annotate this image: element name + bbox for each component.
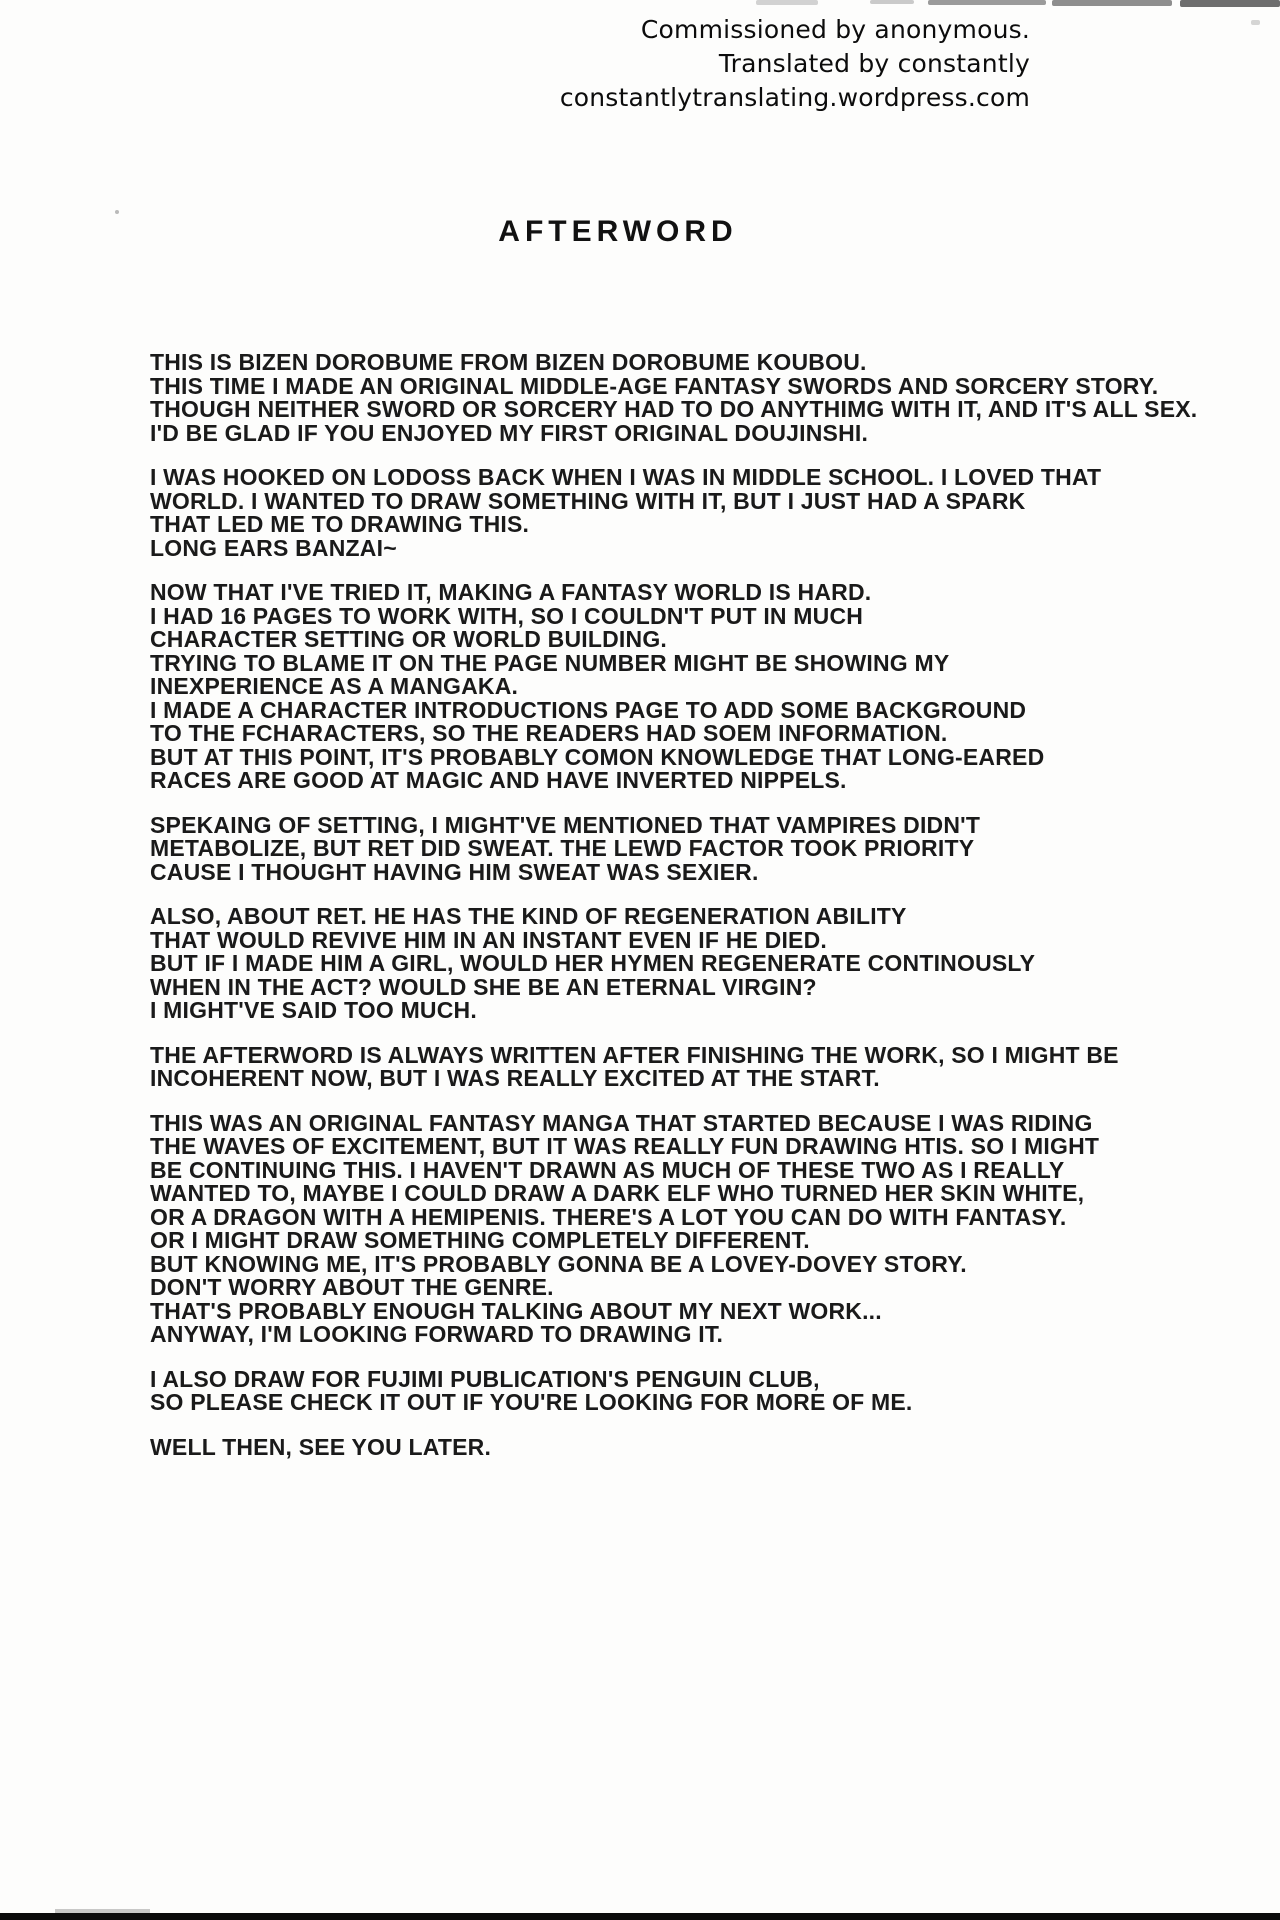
text-line: THIS WAS AN ORIGINAL FANTASY MANGA THAT STARTED BECAUSE I WAS RIDING	[150, 1109, 1093, 1136]
scan-artifact-top-edge	[1180, 0, 1280, 7]
text-line: I'D BE GLAD IF YOU ENJOYED MY FIRST ORIGINAL DOUJINSHI.	[150, 419, 869, 446]
text-line: SO PLEASE CHECK IT OUT IF YOU'RE LOOKING FOR MORE OF ME.	[150, 1389, 913, 1415]
text-line: WELL THEN, SEE YOU LATER.	[150, 1433, 492, 1460]
afterword-paragraph	[150, 351, 1250, 445]
text-line: WANTED TO, MAYBE I COULD DRAW A DARK ELF WHO TURNED HER SKIN WHITE,	[150, 1180, 1085, 1206]
text-line: LONG EARS BANZAI~	[150, 534, 397, 561]
text-line: BE CONTINUING THIS. I HAVEN'T DRAWN AS MUCH OF THESE TWO AS I REALLY	[150, 1156, 1065, 1183]
text-line: BUT KNOWING ME, IT'S PROBABLY GONNA BE A LOVEY-DOVEY STORY.	[150, 1250, 967, 1277]
afterword-paragraph	[150, 1109, 1250, 1347]
text-line: CHARACTER SETTING OR WORLD BUILDING.	[150, 626, 668, 652]
text-line: ANYWAY, I'M LOOKING FORWARD TO DRAWING IT.	[150, 1321, 724, 1347]
afterword-paragraph	[150, 811, 1250, 885]
text-line: I ALSO DRAW FOR FUJIMI PUBLICATION'S PENGUIN CLUB,	[150, 1365, 820, 1392]
scan-artifact-bottom-edge	[0, 1913, 1280, 1920]
text-line: RACES ARE GOOD AT MAGIC AND HAVE INVERTED NIPPELS.	[150, 767, 847, 793]
text-line: Translated by constantly	[718, 49, 1030, 78]
text-line: THE AFTERWORD IS ALWAYS WRITTEN AFTER FINISHING THE WORK, SO I MIGHT BE	[150, 1041, 1119, 1068]
text-line: THAT LED ME TO DRAWING THIS.	[150, 511, 530, 537]
text-line: INCOHERENT NOW, BUT I WAS REALLY EXCITED AT THE START.	[150, 1065, 880, 1091]
text-line: OR A DRAGON WITH A HEMIPENIS. THERE'S A LOT YOU CAN DO WITH FANTASY.	[150, 1203, 1067, 1230]
scan-artifact-top-edge	[928, 0, 1046, 5]
text-line: METABOLIZE, BUT RET DID SWEAT. THE LEWD FACTOR TOOK PRIORITY	[150, 835, 975, 861]
scan-artifact-top-edge	[870, 0, 914, 4]
text-line: THIS TIME I MADE AN ORIGINAL MIDDLE-AGE FANTASY SWORDS AND SORCERY STORY.	[150, 372, 1159, 399]
text-line: THAT'S PROBABLY ENOUGH TALKING ABOUT MY NEXT WORK...	[150, 1297, 882, 1324]
text-line: CAUSE I THOUGHT HAVING HIM SWEAT WAS SEXIER.	[150, 858, 759, 885]
afterword-paragraph	[150, 1041, 1250, 1091]
text-line: I WAS HOOKED ON LODOSS BACK WHEN I WAS IN MIDDLE SCHOOL. I LOVED THAT	[150, 464, 1102, 490]
afterword-paragraph	[150, 905, 1250, 1023]
text-line: I HAD 16 PAGES TO WORK WITH, SO I COULDN'T PUT IN MUCH	[150, 602, 864, 629]
translator-credits	[560, 13, 1030, 115]
scan-speck	[1251, 20, 1260, 25]
text-line: THIS IS BIZEN DOROBUME FROM BIZEN DOROBUME KOUBOU.	[150, 349, 867, 375]
text-line: DON'T WORRY ABOUT THE GENRE.	[150, 1274, 554, 1300]
page-title: AFTERWORD	[498, 215, 738, 248]
text-line: TRYING TO BLAME IT ON THE PAGE NUMBER MIGHT BE SHOWING MY	[150, 649, 950, 676]
afterword-paragraph	[150, 1433, 1250, 1460]
scan-speck	[115, 210, 119, 214]
text-line: INEXPERIENCE AS A MANGAKA.	[150, 673, 519, 699]
scan-artifact-top-edge	[1052, 0, 1172, 6]
scan-artifact-top-edge	[756, 0, 818, 5]
text-line: I MIGHT'VE SAID TOO MUCH.	[150, 997, 477, 1023]
text-line: BUT IF I MADE HIM A GIRL, WOULD HER HYMEN REGENERATE CONTINOUSLY	[150, 950, 1036, 976]
text-line: NOW THAT I'VE TRIED IT, MAKING A FANTASY WORLD IS HARD.	[150, 579, 872, 605]
text-line: TO THE FCHARACTERS, SO THE READERS HAD SOEM INFORMATION.	[150, 720, 948, 746]
text-line: SPEKAING OF SETTING, I MIGHT'VE MENTIONED THAT VAMPIRES DIDN'T	[150, 811, 981, 838]
text-line: I MADE A CHARACTER INTRODUCTIONS PAGE TO ADD SOME BACKGROUND	[150, 696, 1027, 723]
text-line: THE WAVES OF EXCITEMENT, BUT IT WAS REALLY FUN DRAWING HTIS. SO I MIGHT	[150, 1133, 1100, 1159]
afterword-paragraph	[150, 1365, 1250, 1415]
text-line: THOUGH NEITHER SWORD OR SORCERY HAD TO DO ANYTHIMG WITH IT, AND IT'S ALL SEX.	[150, 396, 1198, 422]
afterword-paragraph	[150, 466, 1250, 560]
text-line: Commissioned by anonymous.	[640, 15, 1030, 44]
text-line: WORLD. I WANTED TO DRAW SOMETHING WITH IT, BUT I JUST HAD A SPARK	[150, 487, 1026, 514]
text-line: constantlytranslating.wordpress.com	[559, 83, 1030, 112]
text-line: WHEN IN THE ACT? WOULD SHE BE AN ETERNAL VIRGIN?	[150, 973, 817, 1000]
text-line: BUT AT THIS POINT, IT'S PROBABLY COMON KNOWLEDGE THAT LONG-EARED	[150, 743, 1045, 770]
afterword-paragraph	[150, 581, 1250, 793]
text-line: OR I MIGHT DRAW SOMETHING COMPLETELY DIFFERENT.	[150, 1227, 810, 1253]
afterword-body	[150, 351, 1250, 1480]
text-line: ALSO, ABOUT RET. HE HAS THE KIND OF REGENERATION ABILITY	[150, 903, 907, 929]
text-line: THAT WOULD REVIVE HIM IN AN INSTANT EVEN IF HE DIED.	[150, 926, 827, 953]
